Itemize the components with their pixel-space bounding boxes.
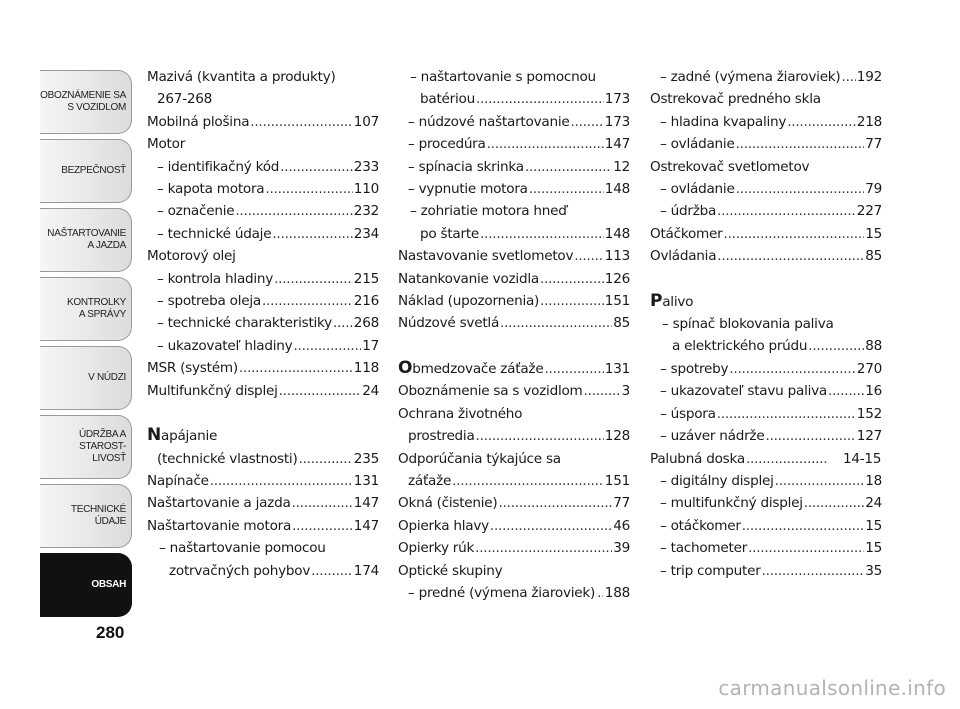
entry-page: 35 bbox=[865, 562, 882, 579]
index-entry[interactable] bbox=[147, 492, 379, 514]
section-initial: P bbox=[650, 290, 663, 311]
entry-label: Oboznámenie sa s vozidlom bbox=[398, 383, 583, 400]
section-heading-n bbox=[147, 424, 379, 447]
tab-label: ÚDRŽBA A STAROST- LIVOSŤ bbox=[78, 429, 126, 464]
tab-label: KONTROLKY A SPRÁVY bbox=[67, 297, 126, 320]
entry-page: 79 bbox=[865, 181, 882, 198]
index-entry[interactable] bbox=[650, 515, 882, 537]
section-heading-rest: apájanie bbox=[160, 428, 218, 445]
index-entry[interactable] bbox=[147, 223, 379, 245]
index-entry[interactable] bbox=[398, 156, 630, 178]
entry-page: 77 bbox=[865, 136, 882, 153]
entry-page: 173 bbox=[604, 113, 630, 130]
entry-page: 15 bbox=[865, 517, 882, 534]
index-entry[interactable] bbox=[398, 88, 630, 110]
entry-page: 151 bbox=[604, 293, 630, 310]
index-heading: Mazivá (kvantita a produkty) bbox=[147, 69, 336, 85]
index-entry[interactable] bbox=[147, 470, 379, 492]
entry-page: 17 bbox=[362, 337, 379, 354]
entry-page: 148 bbox=[604, 225, 630, 242]
index-heading: Ostrekovač predného skla bbox=[650, 91, 821, 108]
entry-label: – údržba bbox=[660, 203, 717, 220]
entry-label: – ukazovateľ hladiny bbox=[157, 337, 293, 354]
entry-page: 3 bbox=[621, 383, 630, 400]
entry-label: – procedúra bbox=[408, 136, 486, 153]
index-entry[interactable] bbox=[147, 312, 379, 334]
entry-label: Mobilná plošina bbox=[147, 113, 250, 130]
entry-label: Naštartovanie motora bbox=[147, 517, 292, 534]
tab-label: BEZPEČNOSŤ bbox=[61, 165, 126, 176]
entry-label: (technické vlastnosti) bbox=[157, 450, 298, 467]
index-heading: Odporúčania týkajúce sa bbox=[398, 450, 561, 467]
index-entry[interactable] bbox=[147, 178, 379, 200]
entry-page: 148 bbox=[604, 181, 630, 198]
index-entry[interactable] bbox=[650, 111, 882, 133]
entry-label: Nastavovanie svetlometov bbox=[398, 248, 574, 265]
entry-label: po štarte bbox=[420, 225, 480, 242]
entry-page: 126 bbox=[604, 270, 630, 287]
entry-label: MSR (systém) bbox=[147, 360, 238, 377]
tab-kontrolky[interactable] bbox=[40, 277, 132, 341]
tab-label: NAŠTARTOVANIE A JAZDA bbox=[47, 228, 126, 251]
entry-page: 85 bbox=[865, 248, 882, 265]
index-entry[interactable] bbox=[398, 223, 630, 245]
entry-page: 24 bbox=[362, 382, 379, 399]
index-entry[interactable] bbox=[650, 178, 882, 200]
index-column-3 bbox=[650, 66, 882, 582]
index-entry[interactable] bbox=[398, 582, 630, 604]
entry-label: – ovládanie bbox=[660, 136, 735, 153]
entry-label: – spínacia skrinka bbox=[408, 158, 524, 175]
entry-page: 24 bbox=[865, 495, 882, 512]
entry-page: 270 bbox=[856, 360, 882, 377]
entry-label: Otáčkomer bbox=[650, 225, 723, 242]
entry-label: – technické údaje bbox=[157, 225, 272, 242]
entry-page: 216 bbox=[353, 293, 379, 310]
entry-page: 131 bbox=[353, 472, 379, 489]
index-entry[interactable] bbox=[398, 537, 630, 559]
section-heading-rest: bmedzovače záťaže bbox=[412, 360, 544, 377]
entry-label: Náklad (upozornenia) bbox=[398, 293, 540, 310]
index-entry[interactable] bbox=[147, 200, 379, 222]
entry-label: – označenie bbox=[157, 203, 235, 220]
entry-page: 232 bbox=[353, 203, 379, 220]
index-entry[interactable] bbox=[398, 312, 630, 334]
index-entry[interactable] bbox=[147, 335, 379, 357]
page-number: 280 bbox=[96, 623, 125, 642]
entry-page: 147 bbox=[353, 495, 379, 512]
tab-bezpecnost[interactable] bbox=[40, 139, 132, 203]
entry-page: 14-15 bbox=[842, 450, 882, 467]
index-entry[interactable] bbox=[650, 470, 882, 492]
entry-page: 268 bbox=[353, 315, 379, 332]
section-initial: N bbox=[147, 425, 161, 446]
index-entry[interactable] bbox=[650, 560, 882, 582]
entry-label: Opierka hlavy bbox=[398, 517, 489, 534]
entry-label: zotrvačných pohybov bbox=[169, 562, 311, 579]
entry-page: 227 bbox=[856, 203, 882, 220]
index-entry[interactable] bbox=[398, 268, 630, 290]
entry-page: 18 bbox=[865, 472, 882, 489]
tab-label: TECHNICKÉ ÚDAJE bbox=[70, 504, 126, 527]
index-entry[interactable] bbox=[398, 133, 630, 155]
entry-page: 39 bbox=[613, 540, 630, 557]
index-entry[interactable] bbox=[650, 223, 882, 245]
index-entry[interactable] bbox=[398, 245, 630, 267]
entry-page: 77 bbox=[613, 495, 630, 512]
entry-page: 127 bbox=[856, 428, 882, 445]
index-pages: 267-268 bbox=[157, 91, 213, 108]
entry-label: – uzáver nádrže bbox=[660, 428, 765, 445]
index-heading: Motorový olej bbox=[147, 248, 236, 265]
entry-label: záťaže bbox=[408, 472, 452, 489]
entry-label: – digitálny displej bbox=[660, 472, 774, 489]
entry-page: 147 bbox=[353, 517, 379, 534]
index-entry[interactable] bbox=[650, 425, 882, 447]
entry-page: 16 bbox=[865, 383, 882, 400]
index-entry[interactable] bbox=[398, 290, 630, 312]
entry-label: Opierky rúk bbox=[398, 540, 475, 557]
entry-page: 85 bbox=[613, 315, 630, 332]
index-column-2 bbox=[398, 66, 630, 604]
entry-page: 233 bbox=[353, 158, 379, 175]
entry-label: – identifikačný kód bbox=[157, 158, 280, 175]
index-entry[interactable] bbox=[650, 537, 882, 559]
entry-label: batériou bbox=[420, 91, 475, 108]
index-entry[interactable] bbox=[650, 448, 882, 470]
entry-page: 113 bbox=[604, 248, 630, 265]
entry-label: Natankovanie vozidla bbox=[398, 270, 539, 287]
entry-label: Ovládania bbox=[650, 248, 717, 265]
tab-oboznamenie[interactable] bbox=[40, 70, 132, 134]
entry-page: 188 bbox=[604, 584, 630, 601]
tab-label: V NÚDZI bbox=[88, 372, 126, 383]
index-entry[interactable] bbox=[147, 515, 379, 537]
entry-page: 12 bbox=[613, 158, 630, 175]
index-heading: Ostrekovač svetlometov bbox=[650, 158, 810, 175]
entry-label: – hladina kvapaliny bbox=[660, 113, 787, 130]
index-heading: Optické skupiny bbox=[398, 562, 503, 579]
entry-page: 192 bbox=[856, 69, 882, 85]
index-subheading: – zohriatie motora hneď bbox=[410, 203, 567, 220]
index-entry[interactable] bbox=[147, 357, 379, 379]
index-entry[interactable] bbox=[650, 380, 882, 402]
entry-label: Palubná doska bbox=[650, 450, 745, 467]
section-heading-rest: alivo bbox=[662, 293, 694, 310]
index-entry[interactable] bbox=[650, 200, 882, 222]
entry-page: 46 bbox=[613, 517, 630, 534]
index-entry[interactable] bbox=[650, 245, 882, 267]
index-entry[interactable] bbox=[147, 448, 379, 470]
entry-label: – predné (výmena žiaroviek) bbox=[408, 584, 596, 601]
entry-page: 15 bbox=[865, 540, 882, 557]
index-entry[interactable] bbox=[147, 268, 379, 290]
entry-label: Naštartovanie a jazda bbox=[147, 495, 291, 512]
index-heading: Motor bbox=[147, 136, 186, 153]
entry-page: 15 bbox=[865, 225, 882, 242]
section-heading-p bbox=[650, 290, 882, 313]
entry-page: 235 bbox=[353, 450, 379, 467]
section-initial: O bbox=[398, 357, 413, 378]
entry-page: 107 bbox=[353, 113, 379, 130]
index-entry[interactable] bbox=[398, 492, 630, 514]
entry-label: – úspora bbox=[660, 405, 716, 422]
index-entry[interactable] bbox=[147, 380, 379, 402]
index-entry[interactable] bbox=[398, 357, 630, 380]
index-entry[interactable] bbox=[398, 111, 630, 133]
tab-obsah[interactable] bbox=[40, 553, 132, 617]
entry-label bbox=[398, 357, 543, 380]
index-column-1 bbox=[147, 66, 379, 582]
entry-page: 118 bbox=[353, 360, 379, 377]
entry-page: 128 bbox=[604, 428, 630, 445]
index-entry[interactable] bbox=[398, 380, 630, 402]
index-entry[interactable] bbox=[650, 66, 882, 88]
index-entry[interactable] bbox=[650, 335, 882, 357]
index-entry[interactable] bbox=[650, 492, 882, 514]
entry-page: 88 bbox=[865, 338, 882, 355]
index-entry[interactable] bbox=[398, 178, 630, 200]
index-entry[interactable] bbox=[147, 156, 379, 178]
watermark-text: carmanualsonline.info bbox=[718, 676, 946, 700]
entry-label: – ukazovateľ stavu paliva bbox=[660, 383, 827, 400]
entry-label: – technické charakteristiky bbox=[157, 315, 332, 332]
entry-label: – spotreba oleja bbox=[157, 293, 261, 310]
index-entry[interactable] bbox=[398, 425, 630, 447]
entry-label: – spotreby bbox=[660, 360, 729, 377]
index-subheading: – spínač blokovania paliva bbox=[662, 316, 834, 333]
tab-label: OBSAH bbox=[91, 579, 126, 590]
index-entry[interactable] bbox=[147, 111, 379, 133]
index-entry[interactable] bbox=[147, 290, 379, 312]
entry-label: a elektrického prúdu bbox=[672, 338, 808, 355]
tab-technicke[interactable] bbox=[40, 484, 132, 548]
entry-page: 218 bbox=[856, 113, 882, 130]
entry-label: – núdzové naštartovanie bbox=[408, 113, 570, 130]
entry-page: 110 bbox=[353, 181, 379, 198]
entry-label: – vypnutie motora bbox=[408, 181, 528, 198]
entry-label: Núdzové svetlá bbox=[398, 315, 500, 332]
entry-label: – ovládanie bbox=[660, 181, 735, 198]
entry-page: 234 bbox=[353, 225, 379, 242]
entry-page: 152 bbox=[856, 405, 882, 422]
tab-udrzba[interactable] bbox=[40, 415, 132, 479]
entry-label: – multifunkčný displej bbox=[660, 495, 803, 512]
entry-label: – trip computer bbox=[660, 562, 761, 579]
entry-label: – zadné (výmena žiaroviek) bbox=[660, 69, 841, 85]
tab-nastartovanie[interactable] bbox=[40, 208, 132, 272]
chapter-tabs bbox=[40, 70, 132, 622]
entry-label: Okná (čistenie) bbox=[398, 495, 498, 512]
tab-v-nudzi[interactable] bbox=[40, 346, 132, 410]
entry-page: 151 bbox=[604, 472, 630, 489]
tab-label: OBOZNÁMENIE SA S VOZIDLOM bbox=[40, 90, 126, 113]
entry-label: – otáčkomer bbox=[660, 517, 741, 534]
index-entry[interactable] bbox=[398, 470, 630, 492]
index-subheading: – naštartovanie pomocou bbox=[159, 540, 326, 557]
entry-page: 131 bbox=[604, 360, 630, 377]
entry-label: Multifunkčný displej bbox=[147, 382, 278, 399]
entry-page: 174 bbox=[353, 562, 379, 579]
entry-label: Napínače bbox=[147, 472, 209, 489]
entry-label: – kapota motora bbox=[157, 181, 265, 198]
index-subheading: – naštartovanie s pomocnou bbox=[410, 69, 596, 85]
index-entry[interactable] bbox=[650, 403, 882, 425]
entry-page: 173 bbox=[604, 91, 630, 108]
entry-page: 147 bbox=[604, 136, 630, 153]
index-heading: Ochrana životného bbox=[398, 405, 523, 422]
entry-label: – kontrola hladiny bbox=[157, 270, 274, 287]
entry-label: – tachometer bbox=[660, 540, 748, 557]
index-entry[interactable] bbox=[147, 560, 379, 582]
index-entry[interactable] bbox=[650, 133, 882, 155]
index-entry[interactable] bbox=[398, 515, 630, 537]
index-entry[interactable] bbox=[650, 358, 882, 380]
entry-page: 215 bbox=[353, 270, 379, 287]
entry-label: prostredia bbox=[408, 428, 475, 445]
